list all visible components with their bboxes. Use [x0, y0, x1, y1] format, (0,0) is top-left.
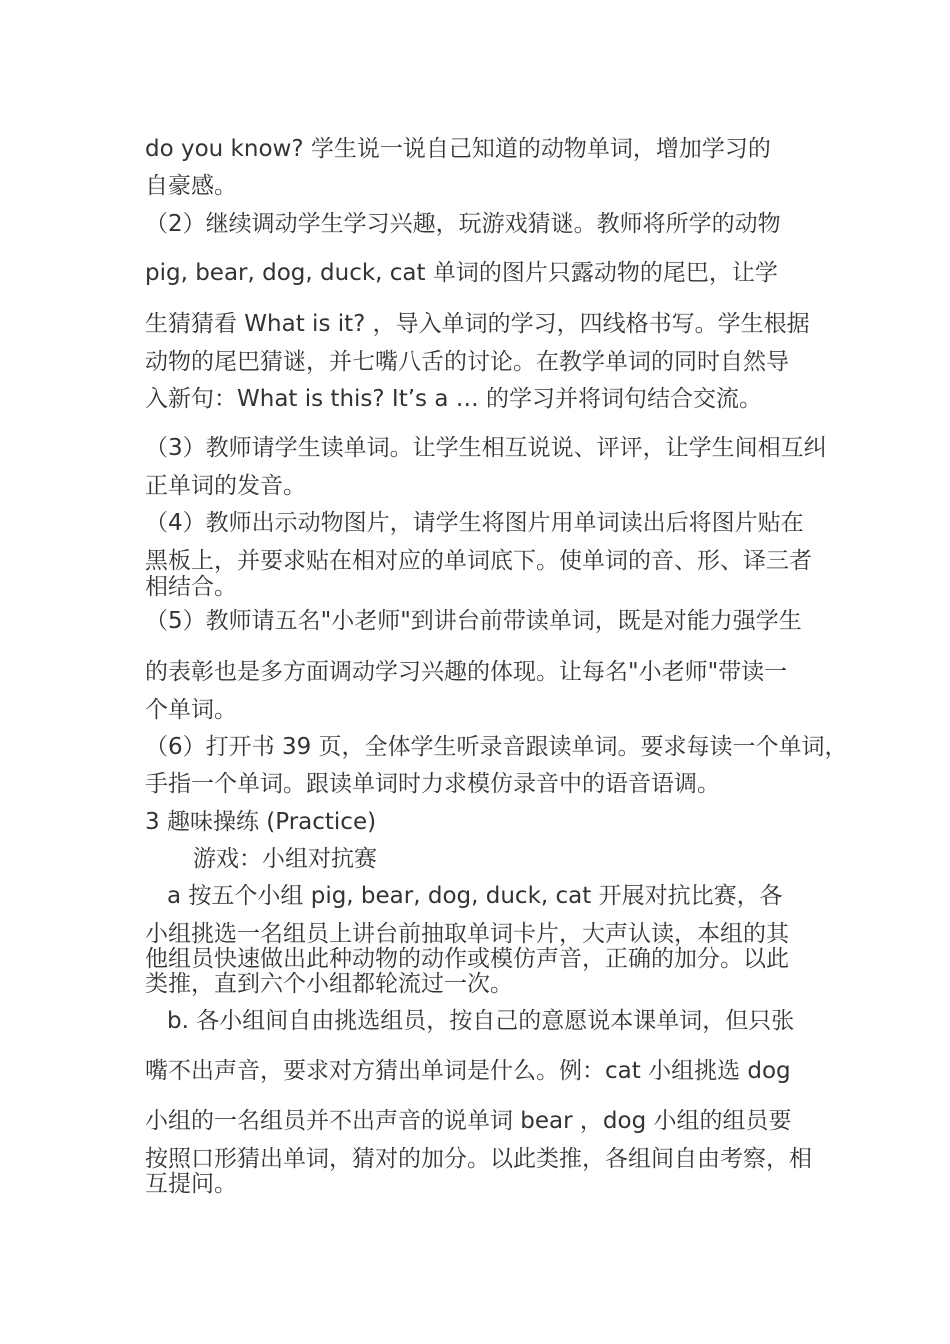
text-line: 黑板上，并要求贴在相对应的单词底下。使单词的音、形、译三者 [145, 548, 812, 574]
text-line: do you know? 学生说一说自己知道的动物单词，增加学习的 [145, 136, 771, 162]
text-line: 入新句：What is this? It’s a … 的学习并将词句结合交流。 [145, 386, 763, 412]
text-line: pig, bear, dog, duck, cat 单词的图片只露动物的尾巴，让学 [145, 260, 778, 286]
text-line: 小组挑选一名组员上讲台前抽取单词卡片，大声认读，本组的其 [145, 921, 789, 947]
text-line: 动物的尾巴猜谜，并七嘴八舌的讨论。在教学单词的同时自然导 [145, 349, 789, 375]
text-line: 相结合。 [145, 574, 237, 600]
text-line: （4）教师出示动物图片，请学生将图片用单词读出后将图片贴在 [145, 510, 804, 536]
text-line: 个单词。 [145, 697, 237, 723]
text-line: 的表彰也是多方面调动学习兴趣的体现。让每名"小老师"带读一 [145, 659, 788, 685]
text-line: 游戏：小组对抗赛 [193, 846, 377, 872]
text-line: 手指一个单词。跟读单词时力求模仿录音中的语音语调。 [145, 771, 720, 797]
text-line: 类推，直到六个小组都轮流过一次。 [145, 971, 513, 997]
text-line: 嘴不出声音，要求对方猜出单词是什么。例：cat 小组挑选 dog [145, 1058, 791, 1084]
text-line: b. 各小组间自由挑选组员，按自己的意愿说本课单词，但只张 [167, 1008, 795, 1034]
text-line: 按照口形猜出单词，猜对的加分。以此类推，各组间自由考察，相 [145, 1146, 812, 1172]
text-line: 生猜猜看 What is it? ，导入单词的学习，四线格书写。学生根据 [145, 311, 810, 337]
text-line: a 按五个小组 pig, bear, dog, duck, cat 开展对抗比赛，各 [167, 883, 783, 909]
text-line: 自豪感。 [145, 173, 237, 199]
text-line: 正单词的发音。 [145, 473, 306, 499]
text-line: （3）教师请学生读单词。让学生相互说说、评评，让学生间相互纠 [145, 435, 827, 461]
text-line: （2）继续调动学生学习兴趣，玩游戏猜谜。教师将所学的动物 [145, 211, 781, 237]
text-line: 互提问。 [145, 1171, 237, 1197]
text-line: 小组的一名组员并不出声音的说单词 bear ，dog 小组的组员要 [145, 1108, 792, 1134]
section-heading: 3 趣味操练 (Practice) [145, 809, 377, 835]
text-line: （6）打开书 39 页，全体学生听录音跟读单词。要求每读一个单词， [145, 734, 848, 760]
text-line: 他组员快速做出此种动物的动作或模仿声音，正确的加分。以此 [145, 946, 789, 972]
text-line: （5）教师请五名"小老师"到讲台前带读单词，既是对能力强学生 [145, 608, 802, 634]
